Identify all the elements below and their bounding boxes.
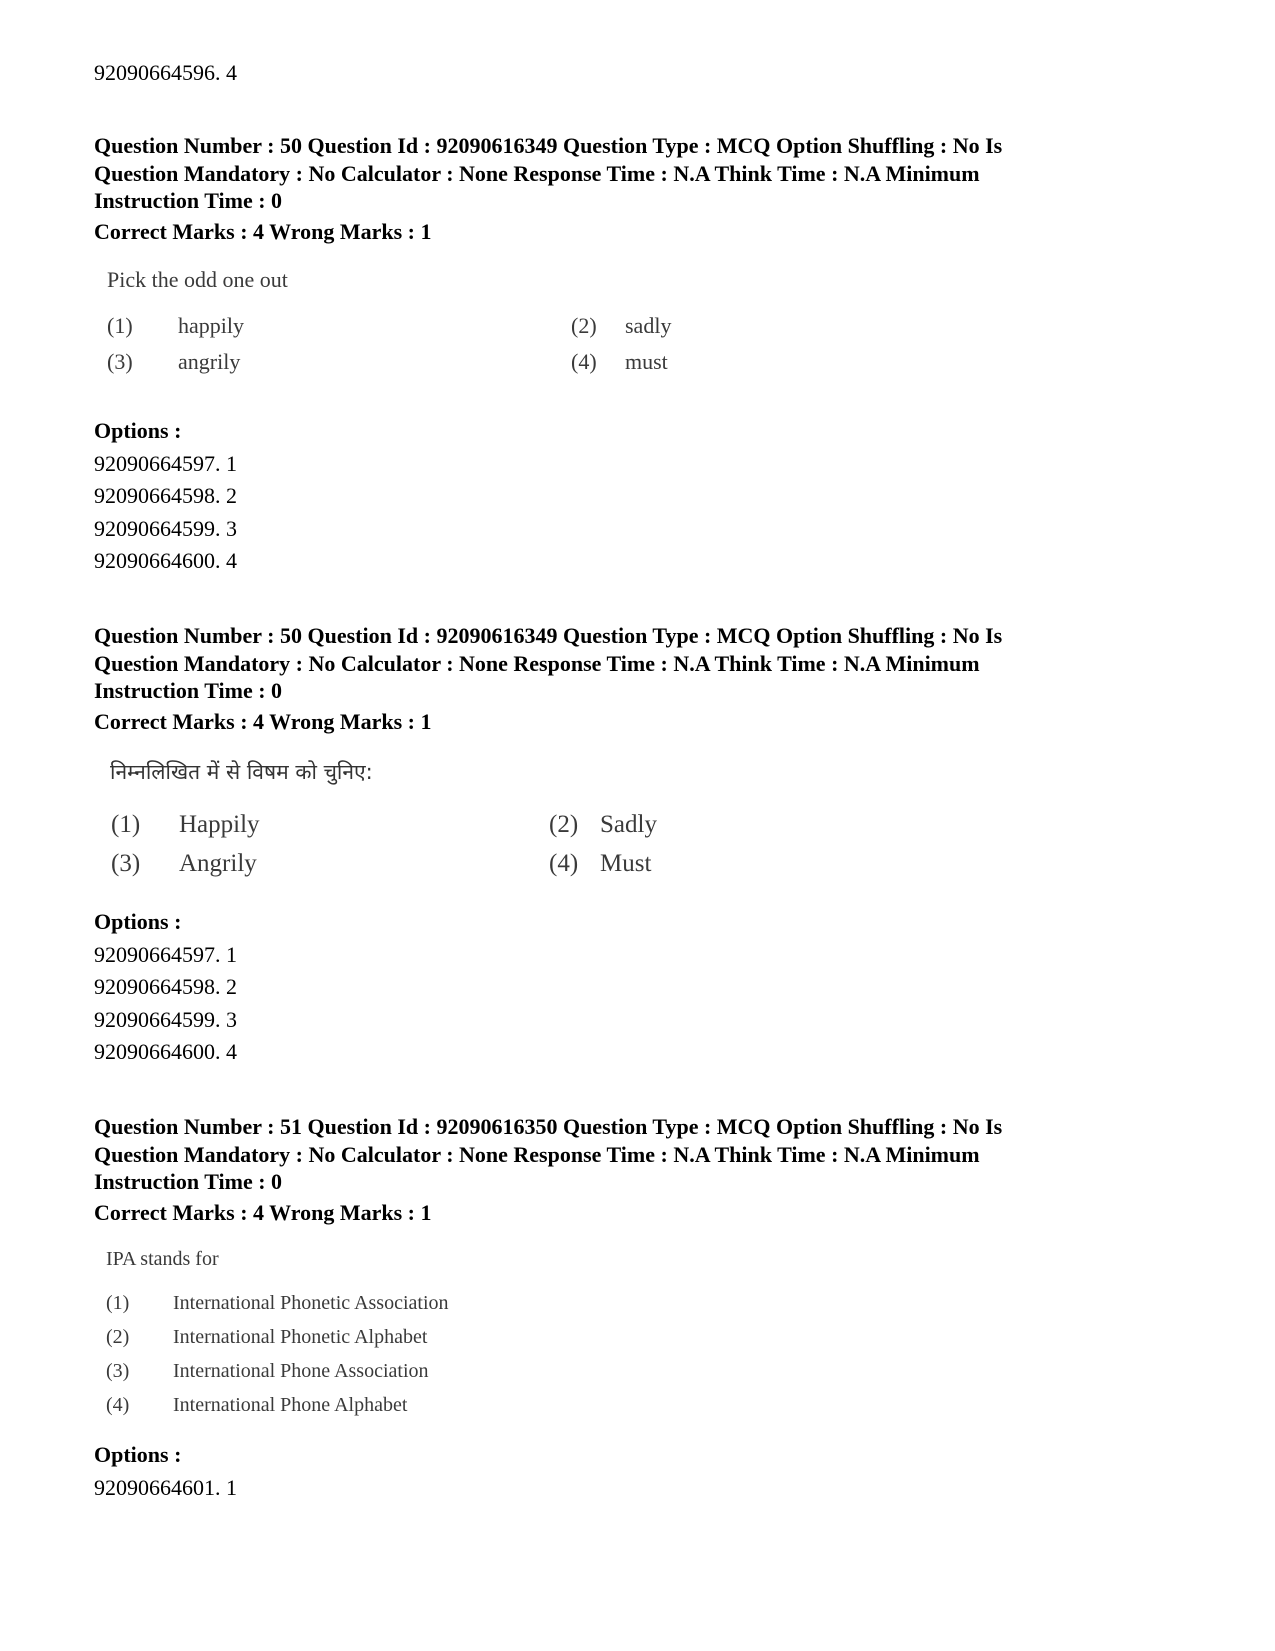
- choice-number: (3): [107, 349, 133, 374]
- question-text: Pick the odd one out: [107, 267, 288, 292]
- choice-number: (2): [106, 1326, 130, 1348]
- question-header: [94, 622, 1002, 705]
- choice-number: (1): [106, 1292, 130, 1314]
- question-header-line: Instruction Time : 0: [94, 1169, 283, 1194]
- choice-text: International Phone Alphabet: [173, 1394, 408, 1416]
- question-header-line: Instruction Time : 0: [94, 188, 283, 213]
- options-label: Options :: [94, 909, 182, 934]
- option-line: 92090664600. 4: [94, 1039, 237, 1064]
- option-line: 92090664597. 1: [94, 942, 237, 967]
- question-header-line: Question Number : 50 Question Id : 92090616349 Question Type : MCQ Option Shuffling : No Is: [94, 623, 1003, 648]
- option-line: 92090664596. 4: [94, 60, 237, 85]
- choice-text: sadly: [625, 313, 672, 338]
- question-header-line: Question Number : 51 Question Id : 92090616350 Question Type : MCQ Option Shuffling : No Is: [94, 1114, 1003, 1139]
- marks-line: Correct Marks : 4 Wrong Marks : 1: [94, 1200, 432, 1225]
- choice-text: Angrily: [179, 850, 257, 877]
- question-header-line: Question Mandatory : No Calculator : None Response Time : N.A Think Time : N.A Minimum: [94, 1141, 980, 1167]
- choice-number: (1): [107, 313, 133, 338]
- choice-text: angrily: [178, 349, 241, 374]
- choice-number: (3): [106, 1360, 130, 1382]
- choice-text: Must: [600, 850, 652, 877]
- choice-number: (1): [111, 811, 141, 838]
- question-header-line: Instruction Time : 0: [94, 678, 283, 703]
- option-line: 92090664598. 2: [94, 483, 237, 508]
- option-line: 92090664598. 2: [94, 974, 237, 999]
- choice-number: (4): [549, 850, 579, 877]
- option-line: 92090664600. 4: [94, 548, 237, 573]
- choice-number: (2): [549, 811, 579, 838]
- option-line: 92090664601. 1: [94, 1475, 237, 1500]
- question-header-line: Question Number : 50 Question Id : 92090616349 Question Type : MCQ Option Shuffling : No Is: [94, 133, 1003, 158]
- question-header-line: Question Mandatory : No Calculator : None Response Time : N.A Think Time : N.A Minimum: [94, 650, 980, 676]
- question-header-line: Question Mandatory : No Calculator : None Response Time : N.A Think Time : N.A Minimum: [94, 160, 980, 186]
- options-label: Options :: [94, 1442, 182, 1467]
- option-line: 92090664599. 3: [94, 516, 237, 541]
- question-header: [94, 132, 1002, 215]
- choice-number: (4): [571, 349, 597, 374]
- option-line: 92090664597. 1: [94, 451, 237, 476]
- question-text: निम्नलिखित में से विषम को चुनिए:: [110, 760, 373, 784]
- question-text: IPA stands for: [106, 1248, 219, 1270]
- choice-number: (2): [571, 313, 597, 338]
- choice-text: International Phonetic Alphabet: [173, 1326, 428, 1348]
- choice-text: Happily: [179, 811, 260, 838]
- choice-number: (4): [106, 1394, 130, 1416]
- marks-line: Correct Marks : 4 Wrong Marks : 1: [94, 709, 432, 734]
- question-header: [94, 1113, 1002, 1196]
- choice-text: happily: [178, 313, 244, 338]
- choice-text: must: [625, 349, 668, 374]
- choice-text: International Phonetic Association: [173, 1292, 449, 1314]
- choice-text: International Phone Association: [173, 1360, 429, 1382]
- options-label: Options :: [94, 418, 182, 443]
- choice-number: (3): [111, 850, 141, 877]
- option-line: 92090664599. 3: [94, 1007, 237, 1032]
- choice-text: Sadly: [600, 811, 657, 838]
- marks-line: Correct Marks : 4 Wrong Marks : 1: [94, 219, 432, 244]
